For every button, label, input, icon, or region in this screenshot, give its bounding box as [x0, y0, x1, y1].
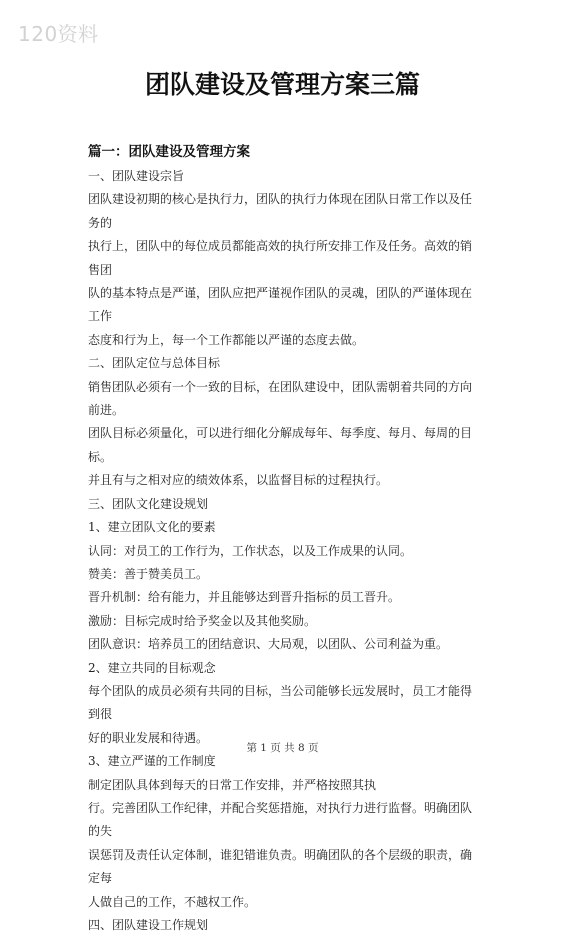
body-line: 误惩罚及责任认定体制，谁犯错谁负责。明确团队的各个层级的职责，确定每	[88, 847, 473, 886]
body-line: 激励：目标完成时给予奖金以及其他奖励。	[88, 613, 317, 628]
body-line: 1、建立团队文化的要素	[88, 520, 216, 535]
body-line: 团队意识：培养员工的团结意识、大局观，以团队、公司利益为重。	[88, 637, 449, 652]
body-line: 2、建立共同的目标观念	[88, 660, 216, 675]
watermark-logo: 120资料	[18, 22, 99, 46]
body-line: 队的基本特点是严谨，团队应把严谨视作团队的灵魂，团队的严谨体现在工作	[88, 286, 473, 324]
body-line: 四、团队建设工作规划	[88, 918, 209, 932]
body-line: 态度和行为上，每一个工作都能以严谨的态度去做。	[88, 332, 365, 347]
body-line: 制定团队具体到每天的日常工作安排，并严格按照其执	[88, 777, 377, 792]
section-heading: 篇一：团队建设及管理方案	[88, 144, 250, 160]
body-line: 执行上，团队中的每位成员都能高效的执行所安排工作及任务。高效的销售团	[88, 239, 473, 277]
page-number-footer: 第 1 页 共 8 页	[246, 742, 319, 754]
body-line: 三、团队文化建设规划	[88, 496, 209, 511]
body-line: 晋升机制：给有能力，并且能够达到晋升指标的员工晋升。	[88, 590, 401, 605]
body-line: 行。完善团队工作纪律，并配合奖惩措施，对执行力进行监督。明确团队的失	[88, 800, 473, 839]
body-line: 好的职业发展和待遇。	[88, 730, 209, 745]
body-line: 每个团队的成员必须有共同的目标，当公司能够长远发展时，员工才能得到很	[88, 683, 473, 722]
body-line: 人做自己的工作，不越权工作。	[88, 894, 257, 909]
body-line: 3、建立严谨的工作制度	[88, 754, 216, 769]
body-line: 团队建设初期的核心是执行力，团队的执行力体现在团队日常工作以及任务的	[88, 192, 473, 230]
body-line: 认同：对员工的工作行为，工作状态，以及工作成果的认同。	[88, 543, 413, 558]
body-line: 一、团队建设宗旨	[88, 169, 185, 183]
body-line: 团队目标必须量化，可以进行细化分解成每年、每季度、每月、每周的目标。	[88, 426, 473, 464]
body-line: 销售团队必须有一个一致的目标，在团队建设中，团队需朝着共同的方向前进。	[88, 379, 473, 418]
document-title: 团队建设及管理方案三篇	[144, 70, 420, 99]
body-line: 二、团队定位与总体目标	[88, 356, 221, 371]
body-line: 并且有与之相对应的绩效体系，以监督目标的过程执行。	[88, 473, 389, 488]
document-body	[88, 165, 483, 937]
body-line: 赞美：善于赞美员工。	[88, 566, 209, 581]
